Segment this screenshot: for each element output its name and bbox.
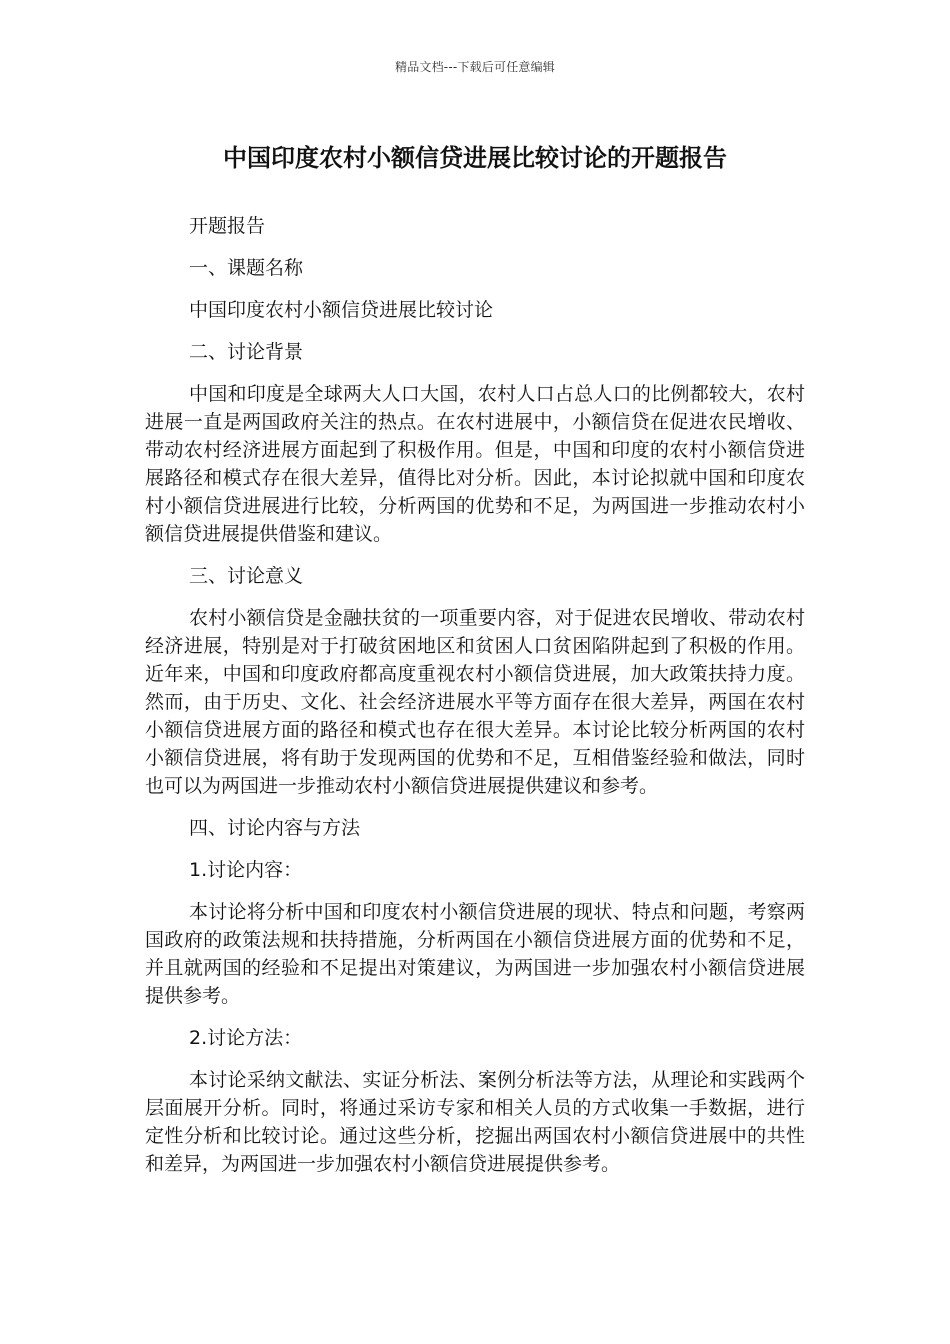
document-title: 中国印度农村小额信贷进展比较讨论的开题报告 xyxy=(223,144,727,172)
header-note: 精品文档---下载后可任意编辑 xyxy=(395,60,555,74)
significance-paragraph: 农村小额信贷是金融扶贫的一项重要内容，对于促进农民增收、带动农村经济进展，特别是对于打破贫困地区和贫困人口贫困陷阱起到了积极的作用。近年来，中国和印度政府都高度重视农村小额信贷进展，加大政策扶持力度。然而，由于历史、文化、社会经济进展水平等方面存在很大差异，两国在农村小额信贷进展方面的路径和模式也存在很大差异。本讨论比较分析两国的农村小额信贷进展，将有助于发现两国的优势和不足，互相借鉴经验和做法，同时也可以为两国进一步推动农村小额信贷进展提供建议和参考。 xyxy=(145,607,805,797)
report-label: 开题报告 xyxy=(189,215,266,237)
section-heading-content-method: 四、讨论内容与方法 xyxy=(189,817,361,839)
content-paragraph: 本讨论将分析中国和印度农村小额信贷进展的现状、特点和问题，考察两国政府的政策法规和扶持措施，分析两国在小额信贷进展方面的优势和不足，并且就两国的经验和不足提出对策建议，为两国进一步加强农村小额信贷进展提供参考。 xyxy=(145,901,805,1007)
subheading-method: 2.讨论方法： xyxy=(189,1027,303,1049)
background-paragraph: 中国和印度是全球两大人口大国，农村人口占总人口的比例都较大，农村进展一直是两国政府关注的热点。在农村进展中，小额信贷在促进农民增收、带动农村经济进展方面起到了积极作用。但是，中国和印度的农村小额信贷进展路径和模式存在很大差异，值得比对分析。因此，本讨论拟就中国和印度农村小额信贷进展进行比较，分析两国的优势和不足，为两国进一步推动农村小额信贷进展提供借鉴和建议。 xyxy=(145,383,805,545)
section-heading-significance: 三、讨论意义 xyxy=(189,565,304,587)
method-paragraph: 本讨论采纳文献法、实证分析法、案例分析法等方法，从理论和实践两个层面展开分析。同时，将通过采访专家和相关人员的方式收集一手数据，进行定性分析和比较讨论。通过这些分析，挖掘出两国农村小额信贷进展中的共性和差异，为两国进一步加强农村小额信贷进展提供参考。 xyxy=(145,1069,805,1175)
subheading-content: 1.讨论内容： xyxy=(189,859,303,881)
section-heading-topic: 一、课题名称 xyxy=(189,257,304,279)
topic-name: 中国印度农村小额信贷进展比较讨论 xyxy=(189,299,494,321)
document-body xyxy=(145,212,805,1192)
section-heading-background: 二、讨论背景 xyxy=(189,341,304,363)
